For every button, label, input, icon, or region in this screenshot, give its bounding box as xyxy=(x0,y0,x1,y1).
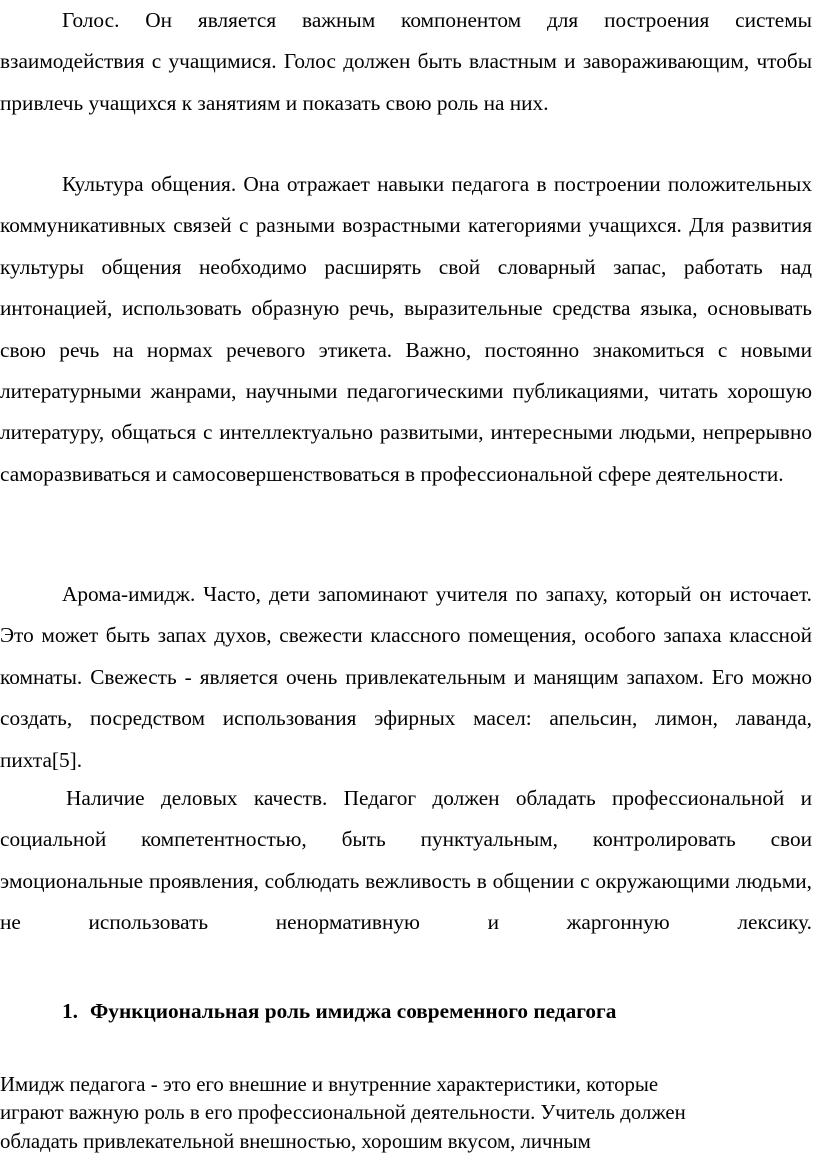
section-heading xyxy=(62,991,616,1031)
intro-line: играют важную роль в его профессиональной деятельности. Учитель должен xyxy=(0,1101,686,1125)
intro-line: обладать привлекательной внешностью, хорошим вкусом, личным xyxy=(0,1129,591,1153)
paragraph-voice: Голос. Он является важным компонентом для построения системы взаимодействия с учащимися. Голос должен быть властным и завораживающим, чтобы привлечь учащихся к занятиям и показать свою роль на них. xyxy=(0,8,812,115)
intro-line: Имидж педагога - это его внешние и внутренние характеристики, которые xyxy=(0,1073,659,1096)
paragraph-communication-culture: Культура общения. Она отражает навыки педагога в построении положительных коммуникативных связей с разными возрастными категориями учащихся. Для развития культуры общения необходимо расширять свой словарный запас, работать над интонацией, использовать образную речь, выразительные средства языка, основывать свою речь на нормах речевого этикета. Важно, постоянно знакомиться с новыми литературными жанрами, научными педагогическими публикациями, читать хорошую литературу, общаться с интеллектуально развитыми, интересными людьми, непрерывно саморазвиваться и самосовершенствоваться в профессиональной сфере деятельности. xyxy=(0,172,812,486)
section-number: 1. xyxy=(62,999,78,1023)
section-title: Функциональная роль имиджа современного педагога xyxy=(90,999,617,1023)
intro-paragraph xyxy=(0,1071,800,1156)
paragraph-aroma-image: Арома-имидж. Часто, дети запоминают учителя по запаху, который он источает. Это может быть запах духов, свежести классного помещения, особого запаха классной комнаты. Свежесть - является очень привлекательным и манящим запахом. Его можно создать, посредством использования эфирных масел: апельсин, лимон, лаванда, пихта[5]. xyxy=(0,582,812,772)
paragraph-business-qualities: Наличие деловых качеств. Педагог должен обладать профессиональной и социальной компетентностью, быть пунктуальным, контролировать свои эмоциональные проявления, соблюдать вежливость в общении с окружающими людьми, не использовать ненормативную и жаргонную лексику. xyxy=(0,786,812,935)
